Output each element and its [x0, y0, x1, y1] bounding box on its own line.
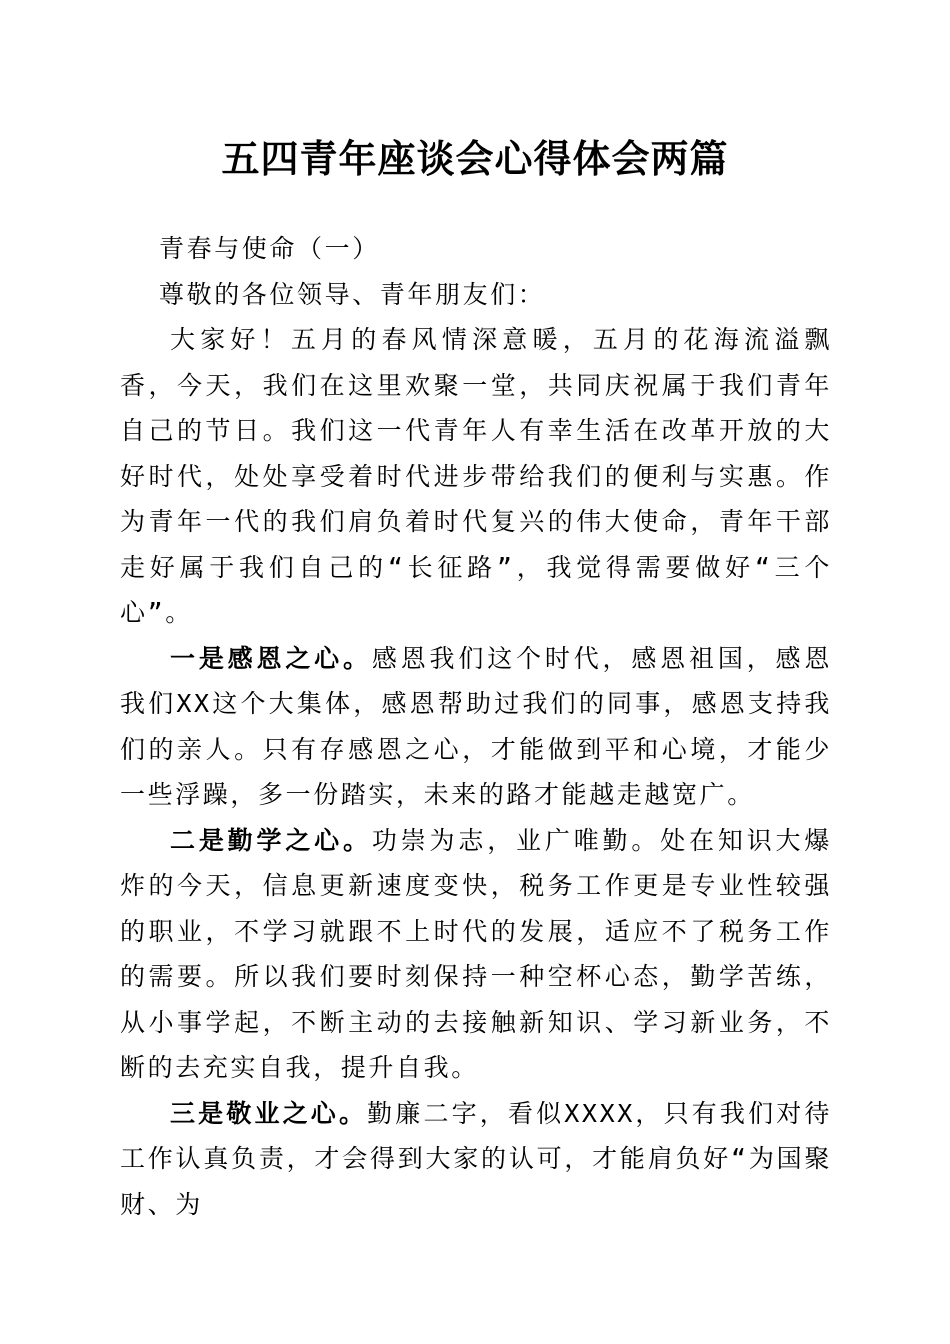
- paragraph-diligence-text: 功崇为志，业广唯勤。处在知识大爆炸的今天，信息更新速度变快，税务工作更是专业性较强的职业，不学习就跟不上时代的发展，适应不了税务工作的需要。所以我们要时刻保持一种空杯心态，勤学苦练，从小事学起，不断主动的去接触新知识、学习新业务，不断的去充实自我，提升自我。: [120, 825, 832, 1082]
- document-title: 五四青年座谈会心得体会两篇: [221, 136, 729, 181]
- paragraph-gratitude-text: 感恩我们这个时代，感恩祖国，感恩我们XX这个大集体，感恩帮助过我们的同事，感恩支持我们的亲人。只有存感恩之心，才能做到平和心境，才能少一些浮躁，多一份踏实，未来的路才能越走越宽广。: [120, 643, 832, 809]
- paragraph-diligence-lead: 二是勤学之心。: [170, 825, 372, 855]
- paragraph-gratitude: [120, 636, 832, 818]
- salutation: 尊敬的各位领导、青年朋友们：: [159, 279, 546, 309]
- paragraph-dedication-lead: 三是敬业之心。: [170, 1098, 368, 1128]
- subtitle: 青春与使命（一）: [159, 234, 380, 263]
- paragraph-dedication: [120, 1091, 832, 1228]
- paragraph-intro-text: 大家好！五月的春风情深意暖，五月的花海流溢飘香，今天，我们在这里欢聚一堂，共同庆祝属于我们青年自己的节日。我们这一代青年人有幸生活在改革开放的大好时代，处处享受着时代进步带给我们的便利与实惠。作为青年一代的我们肩负着时代复兴的伟大使命，青年干部走好属于我们自己的“长征路”，我觉得需要做好“三个心”。: [120, 325, 832, 627]
- paragraph-diligence: [120, 818, 832, 1091]
- paragraph-gratitude-lead: 一是感恩之心。: [170, 643, 372, 673]
- document-body: [120, 226, 832, 1227]
- paragraph-intro: [120, 317, 832, 636]
- paragraph-dedication-text: 勤廉二字，看似XXXX，只有我们对待工作认真负责，才会得到大家的认可，才能肩负好“为国聚财、为: [120, 1098, 833, 1219]
